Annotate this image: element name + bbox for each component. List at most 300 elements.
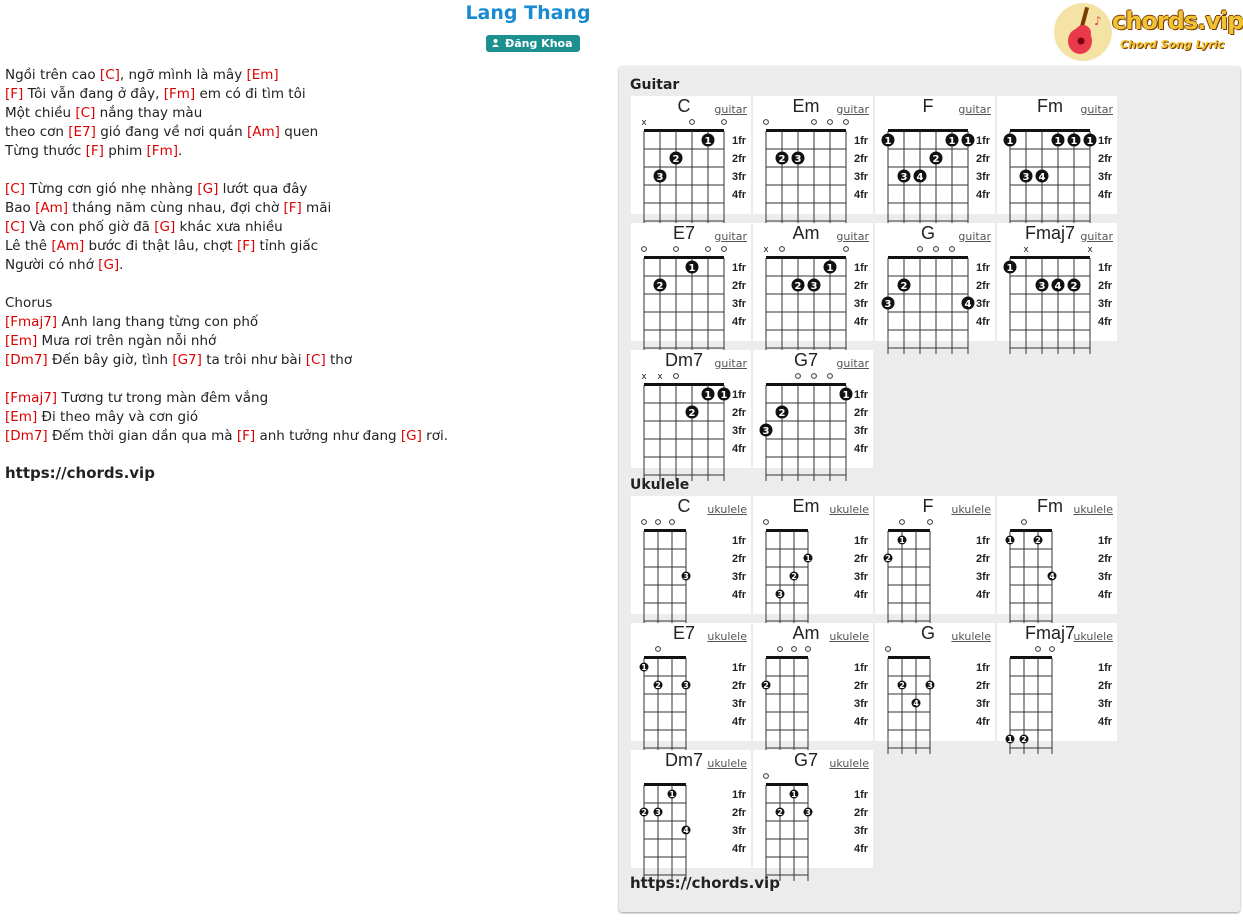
fret-label: 1fr <box>976 535 991 547</box>
finger-dot <box>702 134 715 148</box>
chord-name: Fm <box>1037 96 1063 116</box>
chord-fretboard <box>631 368 751 466</box>
instrument-link[interactable]: guitar <box>958 103 991 116</box>
lyric-text: bước đi thật lâu, chợt <box>84 238 237 254</box>
chord-name: C <box>677 96 691 116</box>
svg-text:2: 2 <box>777 808 783 817</box>
chord-fretboard <box>997 114 1117 212</box>
fret-label: 4fr <box>1098 189 1113 201</box>
svg-text:1: 1 <box>641 663 647 672</box>
svg-text:1: 1 <box>826 263 834 274</box>
finger-dot <box>668 790 677 800</box>
fret-label: 4fr <box>1098 716 1113 728</box>
guitar-chord-card-dm7[interactable] <box>631 350 751 468</box>
finger-dot <box>682 681 691 691</box>
chord-name: Em <box>792 96 820 116</box>
fret-label: 3fr <box>1098 171 1113 183</box>
chord-link[interactable]: [Am] <box>247 124 280 140</box>
lyric-text: Đi theo mây và cơn gió <box>37 409 199 425</box>
svg-text:4: 4 <box>1054 281 1062 292</box>
ukulele-chord-card-e7[interactable] <box>631 623 751 741</box>
fret-label: 1fr <box>854 535 869 547</box>
chord-fretboard <box>997 514 1117 612</box>
lyric-text: Ngồi trên cao <box>5 67 100 83</box>
lyric-line <box>5 389 448 408</box>
svg-text:1: 1 <box>899 536 905 545</box>
finger-dot <box>702 388 715 402</box>
chord-link[interactable]: [G] <box>154 219 176 235</box>
svg-text:3: 3 <box>1038 281 1046 292</box>
lyric-text: mãi <box>301 200 332 216</box>
ukulele-chord-card-g7[interactable] <box>753 750 873 868</box>
fret-label: 1fr <box>854 662 869 674</box>
lyric-text: thơ <box>325 352 353 368</box>
fret-label: 1fr <box>854 389 869 401</box>
svg-text:2: 2 <box>641 808 647 817</box>
svg-text:1: 1 <box>720 390 728 401</box>
lyric-line <box>5 408 448 427</box>
lyric-text: Từng thước <box>5 143 86 159</box>
fret-label: 1fr <box>1098 135 1113 147</box>
lyric-text: Một chiều <box>5 105 76 121</box>
site-logo[interactable] <box>1054 3 1243 63</box>
lyric-line <box>5 104 448 123</box>
instrument-link[interactable]: ukulele <box>707 503 747 516</box>
chord-fretboard <box>753 768 873 866</box>
svg-text:3: 3 <box>762 426 770 437</box>
chord-name: F <box>922 96 934 116</box>
instrument-link[interactable]: guitar <box>1080 230 1113 243</box>
finger-dot <box>776 406 789 420</box>
lyric-text: Mưa rơi trên ngàn nỗi nhớ <box>37 333 217 349</box>
instrument-link[interactable]: ukulele <box>951 503 991 516</box>
instrument-link[interactable]: guitar <box>836 230 869 243</box>
open-string-marker <box>928 520 933 525</box>
finger-dot <box>654 170 667 184</box>
ukulele-chord-card-g[interactable] <box>875 623 995 741</box>
muted-string-marker: x <box>641 118 647 128</box>
lyric-text: em có đi tìm tôi <box>195 86 306 102</box>
chord-link[interactable]: [G] <box>98 257 120 273</box>
chord-name: Fmaj7 <box>1024 623 1075 643</box>
chord-link[interactable]: [F] <box>236 428 256 444</box>
ukulele-chord-card-fmaj7[interactable] <box>997 623 1117 744</box>
lyric-text: rơi. <box>421 428 449 444</box>
fret-label: 2fr <box>732 280 747 292</box>
chord-name: C <box>677 496 691 516</box>
chord-link[interactable]: [Dm7] <box>5 352 48 368</box>
finger-dot <box>1036 170 1049 184</box>
fret-label: 2fr <box>732 807 747 819</box>
instrument-link[interactable]: ukulele <box>829 503 869 516</box>
chord-fretboard <box>631 641 751 739</box>
fret-label: 2fr <box>732 680 747 692</box>
finger-dot <box>682 572 691 582</box>
fret-label: 4fr <box>854 589 869 601</box>
finger-dot <box>804 554 813 564</box>
fret-label: 4fr <box>732 843 747 855</box>
fret-label: 2fr <box>1098 680 1113 692</box>
guitar-chord-card-am[interactable] <box>753 223 873 341</box>
svg-text:3: 3 <box>683 572 689 581</box>
chord-link[interactable]: [G] <box>400 428 422 444</box>
fret-label: 1fr <box>732 262 747 274</box>
fret-label: 2fr <box>732 407 747 419</box>
svg-text:2: 2 <box>794 281 802 292</box>
fret-label: 3fr <box>732 298 747 310</box>
svg-text:1: 1 <box>964 136 972 147</box>
instrument-link[interactable]: ukulele <box>829 757 869 770</box>
fret-label: 2fr <box>854 807 869 819</box>
instrument-link[interactable]: guitar <box>958 230 991 243</box>
fret-label: 1fr <box>1098 535 1113 547</box>
svg-text:1: 1 <box>805 554 811 563</box>
fret-label: 4fr <box>1098 589 1113 601</box>
lyric-text: tỉnh giấc <box>255 238 319 254</box>
finger-dot <box>682 826 691 836</box>
ukulele-chord-card-em[interactable] <box>753 496 873 614</box>
svg-text:♪: ♪ <box>1094 14 1102 28</box>
instrument-link[interactable]: ukulele <box>951 630 991 643</box>
finger-dot <box>792 279 805 293</box>
svg-text:1: 1 <box>1006 136 1014 147</box>
finger-dot <box>654 808 663 818</box>
finger-dot <box>1004 134 1017 148</box>
open-string-marker <box>670 520 675 525</box>
instrument-link[interactable]: guitar <box>714 103 747 116</box>
fret-label: 2fr <box>1098 280 1113 292</box>
lyric-text: phim <box>103 143 147 159</box>
finger-dot <box>670 152 683 166</box>
chord-name: G7 <box>793 350 818 370</box>
guitar-chord-card-f[interactable] <box>875 96 995 214</box>
ukulele-chord-card-f[interactable] <box>875 496 995 614</box>
fret-label: 1fr <box>732 789 747 801</box>
finger-dot <box>686 261 699 275</box>
lyric-line <box>5 351 448 370</box>
svg-text:3: 3 <box>656 172 664 183</box>
finger-dot <box>962 297 975 311</box>
open-string-marker <box>806 647 811 652</box>
finger-dot <box>1052 279 1065 293</box>
panel-url-link[interactable]: https://chords.vip <box>630 874 780 892</box>
fret-label: 4fr <box>854 189 869 201</box>
lyric-text: gió đang về nơi quán <box>95 124 248 140</box>
open-string-marker <box>656 520 661 525</box>
svg-text:1: 1 <box>1070 136 1078 147</box>
chord-link[interactable]: [C] <box>75 105 96 121</box>
chord-fretboard <box>753 641 873 739</box>
chord-link[interactable]: [Am] <box>35 200 69 216</box>
chord-link[interactable]: [Em] <box>5 333 38 349</box>
guitar-logo-icon <box>1054 3 1112 61</box>
instrument-link[interactable]: ukulele <box>707 757 747 770</box>
lyric-line <box>5 313 448 332</box>
fret-label: 4fr <box>976 716 991 728</box>
lyrics-block <box>5 66 448 446</box>
open-string-marker <box>656 647 661 652</box>
lyric-text: Người có nhớ <box>5 257 99 273</box>
svg-text:2: 2 <box>900 281 908 292</box>
fret-label: 2fr <box>1098 553 1113 565</box>
chord-link[interactable]: [F] <box>283 200 302 216</box>
lyric-line <box>5 294 448 313</box>
open-string-marker <box>812 374 817 379</box>
guitar-chord-card-em[interactable] <box>753 96 873 214</box>
svg-text:3: 3 <box>655 808 661 817</box>
muted-string-marker: x <box>641 372 647 382</box>
open-string-marker <box>1050 647 1055 652</box>
lyric-line <box>5 123 448 142</box>
lyric-line <box>5 237 448 256</box>
chord-link[interactable]: [C] <box>99 67 120 83</box>
chord-fretboard <box>875 114 995 212</box>
fret-label: 2fr <box>854 407 869 419</box>
open-string-marker <box>1036 647 1041 652</box>
chord-name: Dm7 <box>664 350 703 370</box>
fret-label: 4fr <box>732 316 747 328</box>
finger-dot <box>1048 572 1057 582</box>
svg-text:3: 3 <box>805 808 811 817</box>
chord-link[interactable]: [G] <box>197 181 219 197</box>
artist-name: Đăng Khoa <box>505 37 573 50</box>
svg-text:2: 2 <box>672 154 680 165</box>
svg-text:2: 2 <box>778 408 786 419</box>
fret-label: 4fr <box>854 316 869 328</box>
finger-dot <box>1020 170 1033 184</box>
instrument-link[interactable]: guitar <box>836 103 869 116</box>
lyric-text: . <box>119 257 124 273</box>
instrument-link[interactable]: ukulele <box>829 630 869 643</box>
open-string-marker <box>706 247 711 252</box>
guitar-section-title: Guitar <box>630 77 680 93</box>
chord-fretboard <box>875 514 995 612</box>
chord-name: E7 <box>672 223 696 243</box>
lyric-text: Chorus <box>5 295 53 311</box>
svg-text:3: 3 <box>683 681 689 690</box>
finger-dot <box>898 681 907 691</box>
chord-name: Em <box>792 496 820 516</box>
chord-link[interactable]: [C] <box>5 181 25 197</box>
muted-string-marker: x <box>657 372 663 382</box>
svg-text:2: 2 <box>656 281 664 292</box>
finger-dot <box>882 134 895 148</box>
chord-fretboard <box>753 514 873 612</box>
open-string-marker <box>674 374 679 379</box>
open-string-marker <box>1022 520 1027 525</box>
svg-text:2: 2 <box>791 572 797 581</box>
fret-label: 3fr <box>854 825 869 837</box>
fret-label: 3fr <box>732 571 747 583</box>
fret-label: 1fr <box>854 789 869 801</box>
finger-dot <box>654 279 667 293</box>
fret-label: 3fr <box>854 171 869 183</box>
finger-dot <box>912 699 921 709</box>
lyric-text: , ngỡ mình là mây <box>119 67 247 83</box>
chord-name: Dm7 <box>664 750 703 770</box>
instrument-link[interactable]: guitar <box>714 230 747 243</box>
ukulele-chord-card-dm7[interactable] <box>631 750 751 868</box>
chord-link[interactable]: [F] <box>85 143 104 159</box>
chord-link[interactable]: [Em] <box>5 409 38 425</box>
svg-text:1: 1 <box>688 263 696 274</box>
fret-label: 2fr <box>976 680 991 692</box>
lyric-text: Lê thê <box>5 238 52 254</box>
finger-dot <box>962 134 975 148</box>
svg-text:4: 4 <box>964 299 972 310</box>
fret-label: 3fr <box>1098 698 1113 710</box>
svg-text:2: 2 <box>899 681 905 690</box>
guitar-chord-card-c[interactable] <box>631 96 751 214</box>
svg-text:3: 3 <box>1022 172 1030 183</box>
fret-label: 3fr <box>854 571 869 583</box>
chord-name: E7 <box>672 623 696 643</box>
lyric-line <box>5 199 448 218</box>
fret-label: 3fr <box>854 425 869 437</box>
fret-label: 1fr <box>976 662 991 674</box>
finger-dot <box>882 297 895 311</box>
svg-text:1: 1 <box>1007 735 1013 744</box>
instrument-link[interactable]: guitar <box>1080 103 1113 116</box>
fret-label: 3fr <box>732 698 747 710</box>
finger-dot <box>640 808 649 818</box>
ukulele-chord-card-fm[interactable] <box>997 496 1117 614</box>
guitar-chord-card-g7[interactable] <box>753 350 873 468</box>
open-string-marker <box>778 647 783 652</box>
lyric-line <box>5 161 448 180</box>
finger-dot <box>898 536 907 546</box>
finger-dot <box>686 406 699 420</box>
open-string-marker <box>780 247 785 252</box>
open-string-marker <box>764 520 769 525</box>
finger-dot <box>654 681 663 691</box>
chord-link[interactable]: [Fm] <box>163 86 196 102</box>
fret-label: 4fr <box>732 189 747 201</box>
chord-fretboard <box>753 114 873 212</box>
guitar-chord-card-fm[interactable] <box>997 96 1117 214</box>
finger-dot <box>930 152 943 166</box>
fret-label: 3fr <box>1098 298 1113 310</box>
fret-label: 3fr <box>976 298 991 310</box>
chord-link[interactable]: [Fm] <box>146 143 178 159</box>
finger-dot <box>1006 536 1015 546</box>
finger-dot <box>1068 134 1081 148</box>
fret-label: 1fr <box>732 535 747 547</box>
svg-text:2: 2 <box>885 554 891 563</box>
chord-fretboard <box>631 768 751 866</box>
lyric-text: Tôi vẫn đang ở đây, <box>23 86 164 102</box>
chord-link[interactable]: [E7] <box>68 124 96 140</box>
chord-link[interactable]: [Dm7] <box>5 428 48 444</box>
finger-dot <box>1068 279 1081 293</box>
instrument-link[interactable]: guitar <box>836 357 869 370</box>
chord-link[interactable]: [Em] <box>246 67 279 83</box>
lyric-text: Anh lang thang từng con phố <box>57 314 259 330</box>
open-string-marker <box>934 247 939 252</box>
ukulele-chord-card-am[interactable] <box>753 623 873 741</box>
fret-label: 2fr <box>1098 153 1113 165</box>
chord-name: Am <box>792 223 820 243</box>
svg-text:2: 2 <box>932 154 940 165</box>
instrument-link[interactable]: ukulele <box>1073 503 1113 516</box>
logo-brand-text: chords.vip <box>1112 7 1243 35</box>
fret-label: 1fr <box>732 662 747 674</box>
lyric-line <box>5 275 448 294</box>
lyric-text: Từng cơn gió nhẹ nhàng <box>24 181 198 197</box>
lyric-text: quen <box>279 124 319 140</box>
guitar-chord-card-g[interactable] <box>875 223 995 341</box>
chord-fretboard <box>631 241 751 339</box>
instrument-link[interactable]: guitar <box>714 357 747 370</box>
fret-label: 1fr <box>976 135 991 147</box>
guitar-chord-card-fmaj7[interactable] <box>997 223 1117 341</box>
open-string-marker <box>844 247 849 252</box>
instrument-link[interactable]: ukulele <box>1073 630 1113 643</box>
fret-label: 3fr <box>854 698 869 710</box>
chord-fretboard <box>631 514 751 612</box>
svg-text:1: 1 <box>842 390 850 401</box>
finger-dot <box>840 388 853 402</box>
lyric-text: anh tưởng như đang <box>255 428 401 444</box>
site-url-link[interactable]: https://chords.vip <box>5 464 155 482</box>
lyric-text: . <box>177 143 183 159</box>
fret-label: 3fr <box>732 171 747 183</box>
lyric-line <box>5 180 448 199</box>
chord-link[interactable]: [Fmaj7] <box>5 314 58 330</box>
fret-label: 1fr <box>854 262 869 274</box>
fret-label: 3fr <box>976 571 991 583</box>
chord-name: G7 <box>793 750 818 770</box>
artist-badge[interactable] <box>486 35 580 52</box>
svg-text:1: 1 <box>704 136 712 147</box>
chord-link[interactable]: [Am] <box>51 238 85 254</box>
ukulele-chord-card-c[interactable] <box>631 496 751 614</box>
svg-text:2: 2 <box>778 154 786 165</box>
fret-label: 3fr <box>976 171 991 183</box>
chord-link[interactable]: [F] <box>236 238 256 254</box>
finger-dot <box>760 424 773 438</box>
finger-dot <box>946 134 959 148</box>
fret-label: 3fr <box>854 298 869 310</box>
chord-link[interactable]: [G7] <box>172 352 202 368</box>
muted-string-marker: x <box>763 245 769 255</box>
open-string-marker <box>642 520 647 525</box>
fret-label: 3fr <box>1098 571 1113 583</box>
svg-text:1: 1 <box>791 790 797 799</box>
fret-label: 2fr <box>732 553 747 565</box>
open-string-marker <box>918 247 923 252</box>
ukulele-section-title: Ukulele <box>630 477 690 493</box>
svg-text:4: 4 <box>916 172 924 183</box>
guitar-chord-card-e7[interactable] <box>631 223 751 341</box>
chord-link[interactable]: [C] <box>305 352 326 368</box>
lyric-line <box>5 66 448 85</box>
chord-link[interactable]: [C] <box>5 219 25 235</box>
open-string-marker <box>950 247 955 252</box>
finger-dot <box>790 572 799 582</box>
svg-text:1: 1 <box>884 136 892 147</box>
finger-dot <box>790 790 799 800</box>
svg-text:1: 1 <box>704 390 712 401</box>
finger-dot <box>1036 279 1049 293</box>
finger-dot <box>824 261 837 275</box>
chord-link[interactable]: [Fmaj7] <box>5 390 58 406</box>
fret-label: 4fr <box>854 443 869 455</box>
instrument-link[interactable]: ukulele <box>707 630 747 643</box>
fret-label: 4fr <box>854 843 869 855</box>
chord-link[interactable]: [F] <box>5 86 24 102</box>
fret-label: 2fr <box>976 553 991 565</box>
